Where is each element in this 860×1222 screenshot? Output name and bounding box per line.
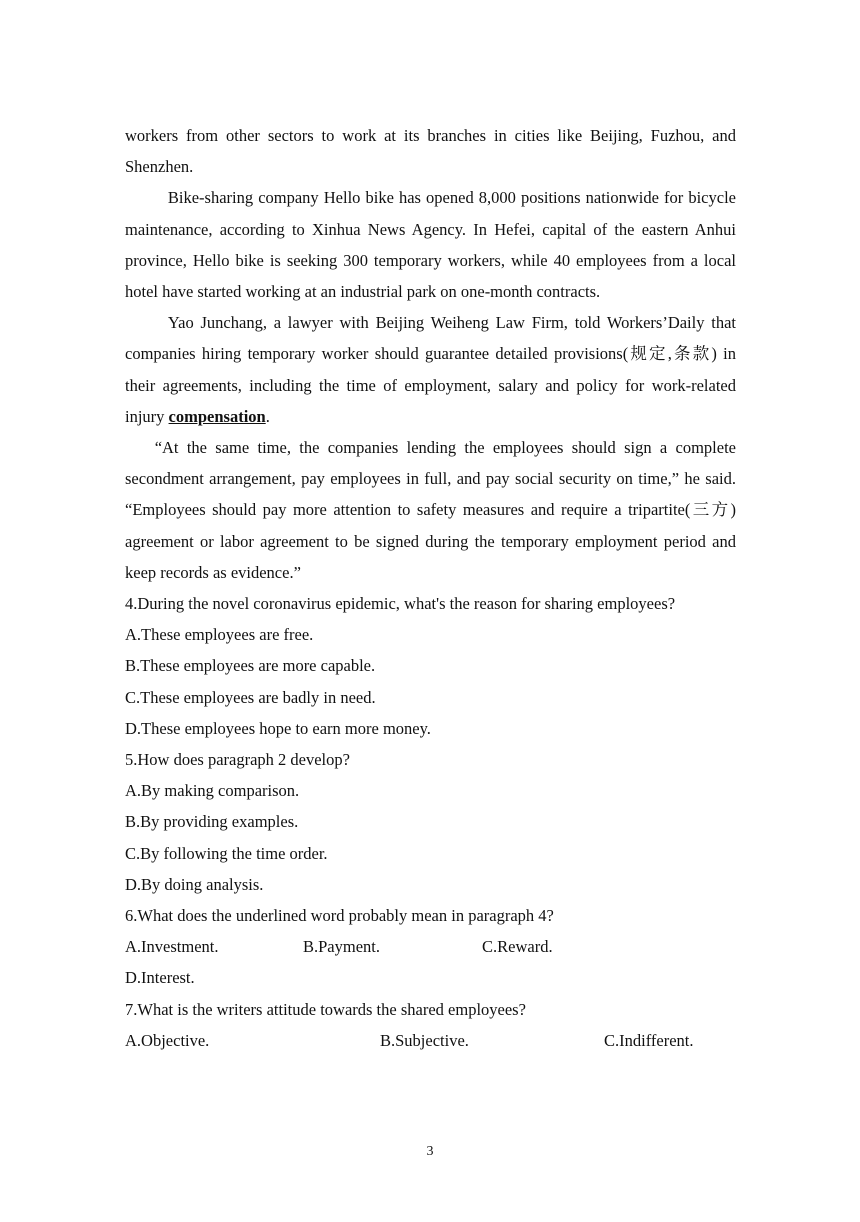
underlined-word: compensation xyxy=(168,406,266,426)
question-6-stem: 6.What does the underlined word probably mean in paragraph 4? xyxy=(125,906,554,926)
question-4-stem: 4.During the novel coronavirus epidemic, what's the reason for sharing employees? xyxy=(125,594,676,614)
question-7-option-b: B.Subjective. xyxy=(380,1030,469,1050)
question-5-option-b: B.By providing examples. xyxy=(125,812,299,832)
question-7-option-a: A.Objective. xyxy=(125,1030,210,1050)
paragraph-lawyer-quote xyxy=(125,307,736,432)
question-4-option-a: A.These employees are free. xyxy=(125,625,314,645)
question-7-option-c: C.Indifferent. xyxy=(604,1030,694,1050)
page-number: 3 xyxy=(426,1144,434,1159)
question-6-option-d: D.Interest. xyxy=(125,968,195,988)
question-4-option-c: C.These employees are badly in need. xyxy=(125,687,376,707)
question-6-option-a: A.Investment. xyxy=(125,937,219,957)
document-body xyxy=(125,120,736,1056)
question-6-option-c: C.Reward. xyxy=(482,937,553,957)
question-4-option-b: B.These employees are more capable. xyxy=(125,656,376,676)
paragraph-lawyer-end: . xyxy=(265,406,270,426)
question-4-option-d: D.These employees hope to earn more money. xyxy=(125,718,431,738)
question-7-stem: 7.What is the writers attitude towards the shared employees? xyxy=(125,999,526,1019)
question-7-options-row xyxy=(125,1025,736,1056)
question-6-option-b: B.Payment. xyxy=(303,937,380,957)
question-5-option-a: A.By making comparison. xyxy=(125,781,300,801)
paragraph-quote: “At the same time, the companies lending the employees should sign a complete secondment arrangement, pay employees in full, and pay social security on time,” he said. “Employees should pay more attention to safety measures and require a tripartite(三方) agreement or labor agreement to be signed during the temporary employment period and keep records as evidence.” xyxy=(125,438,736,582)
question-5-stem: 5.How does paragraph 2 develop? xyxy=(125,750,350,770)
paragraph-lawyer-text: Yao Junchang, a lawyer with Beijing Weiheng Law Firm, told Workers’Daily that companies hiring temporary worker should guarantee detailed provisions(规定,条款) in their agreements, including the time of employment, salary and policy for work-related injury xyxy=(125,313,736,426)
question-5-option-d: D.By doing analysis. xyxy=(125,874,264,894)
paragraph-hello-bike: Bike-sharing company Hello bike has opened 8,000 positions nationwide for bicycle maintenance, according to Xinhua News Agency. In Hefei, capital of the eastern Anhui province, Hello bike is seeking 300 temporary workers, while 40 employees from a local hotel have started working at an industrial park on one-month contracts. xyxy=(125,188,736,302)
paragraph-continued: workers from other sectors to work at its branches in cities like Beijing, Fuzhou, and Shenzhen. xyxy=(125,126,736,177)
question-6-options-row xyxy=(125,931,736,962)
question-5-option-c: C.By following the time order. xyxy=(125,843,328,863)
